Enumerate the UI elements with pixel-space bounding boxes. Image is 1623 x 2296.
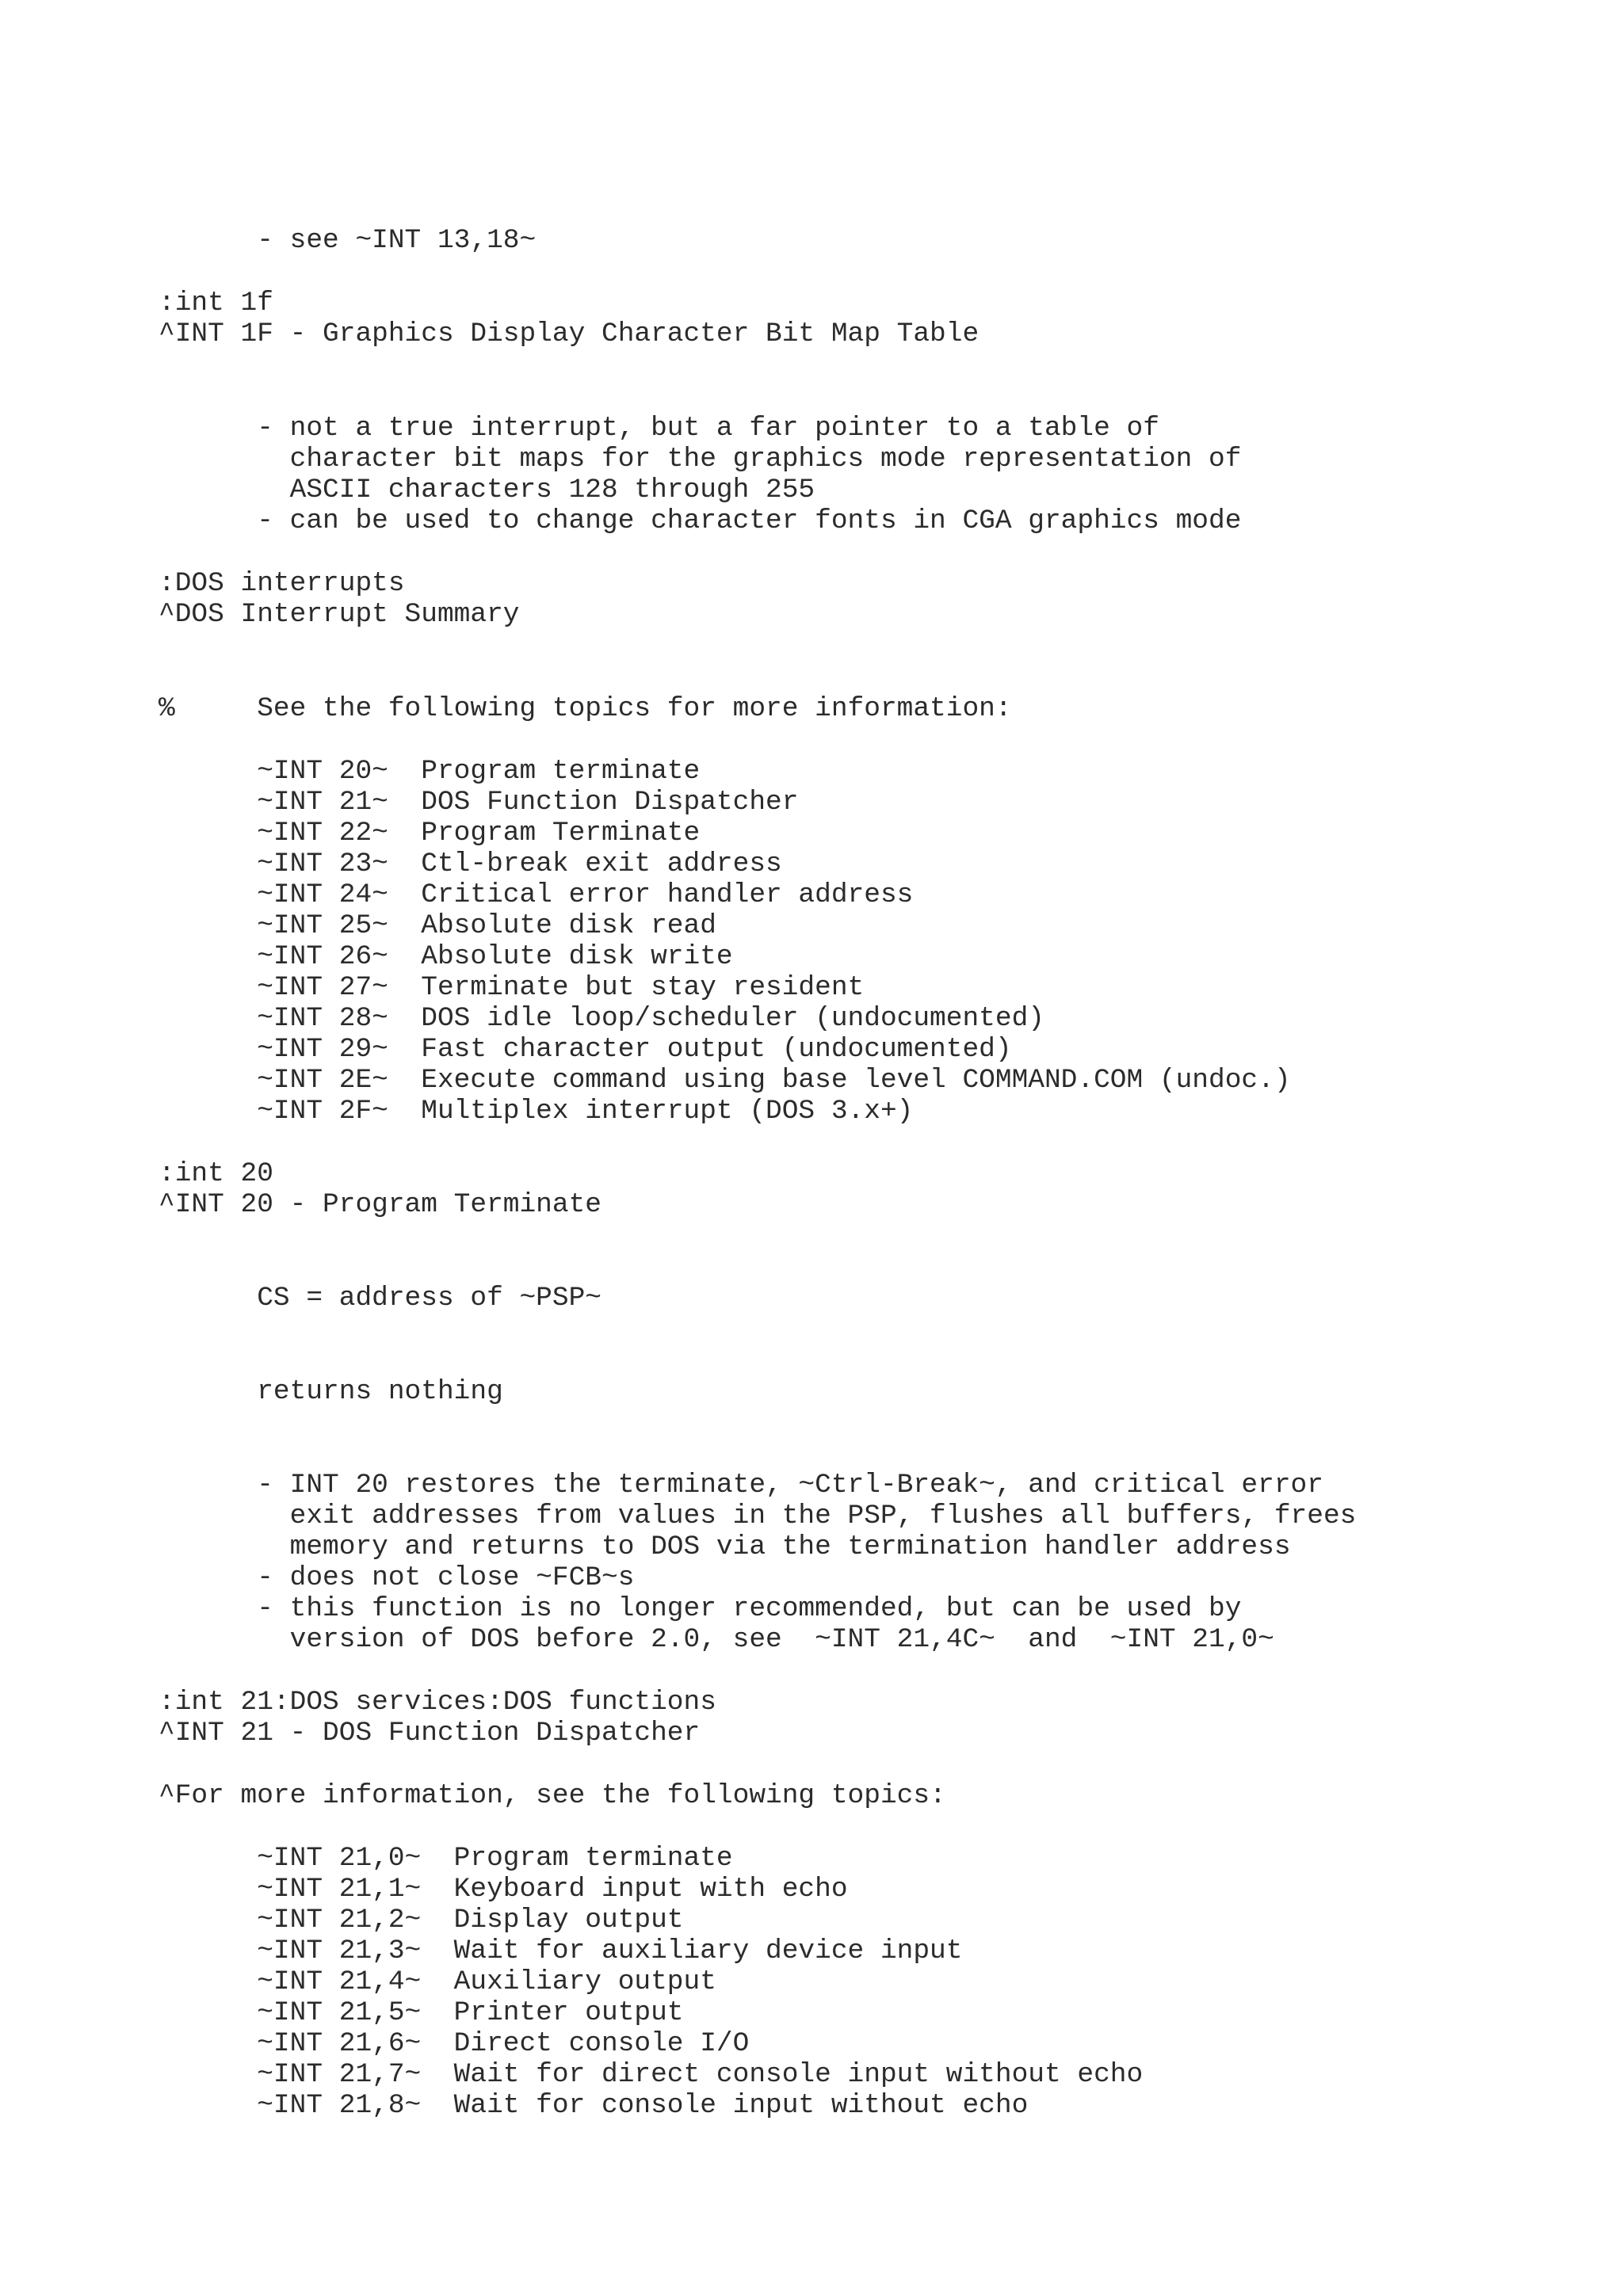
text-line: character bit maps for the graphics mode representation of bbox=[158, 444, 1242, 475]
list-item: ~INT 25~ Absolute disk read bbox=[158, 910, 716, 941]
text-line: - can be used to change character fonts in CGA graphics mode bbox=[158, 505, 1242, 536]
list-item: ~INT 20~ Program terminate bbox=[158, 756, 701, 787]
text-line: - see ~INT 13,18~ bbox=[158, 225, 537, 256]
list-item: ~INT 28~ DOS idle loop/scheduler (undocumented) bbox=[158, 1003, 1044, 1034]
topic-id-line: :DOS interrupts bbox=[158, 568, 405, 599]
text-line: - this function is no longer recommended, but can be used by bbox=[158, 1593, 1242, 1624]
list-item: ~INT 23~ Ctl-break exit address bbox=[158, 849, 782, 879]
list-item: ~INT 21,0~ Program terminate bbox=[158, 1843, 733, 1874]
list-item: ~INT 27~ Terminate but stay resident bbox=[158, 972, 865, 1003]
list-item: ~INT 21,1~ Keyboard input with echo bbox=[158, 1874, 848, 1905]
topic-id-line: :int 1f bbox=[158, 288, 273, 318]
text-line: version of DOS before 2.0, see ~INT 21,4C~ and ~INT 21,0~ bbox=[158, 1624, 1274, 1655]
list-item: ~INT 21,2~ Display output bbox=[158, 1905, 684, 1936]
text-line: - does not close ~FCB~s bbox=[158, 1562, 635, 1593]
topic-heading: ^DOS Interrupt Summary bbox=[158, 599, 520, 630]
text-line: - INT 20 restores the terminate, ~Ctrl-Break~, and critical error bbox=[158, 1470, 1323, 1501]
list-item: ~INT 21,8~ Wait for console input without echo bbox=[158, 2090, 1029, 2121]
text-line: returns nothing bbox=[158, 1376, 503, 1407]
list-item: ~INT 26~ Absolute disk write bbox=[158, 941, 733, 972]
list-item: ~INT 29~ Fast character output (undocumented) bbox=[158, 1034, 1012, 1065]
list-item: ~INT 2F~ Multiplex interrupt (DOS 3.x+) bbox=[158, 1096, 914, 1127]
topic-heading: ^INT 20 - Program Terminate bbox=[158, 1189, 601, 1220]
list-item: ~INT 2E~ Execute command using base level COMMAND.COM (undoc.) bbox=[158, 1065, 1291, 1096]
list-item: ~INT 21~ DOS Function Dispatcher bbox=[158, 787, 799, 818]
list-item: ~INT 21,4~ Auxiliary output bbox=[158, 1966, 716, 1997]
text-line: exit addresses from values in the PSP, flushes all buffers, frees bbox=[158, 1501, 1357, 1531]
list-item: ~INT 21,3~ Wait for auxiliary device input bbox=[158, 1936, 963, 1966]
topic-id-line: :int 20 bbox=[158, 1158, 273, 1189]
text-line: CS = address of ~PSP~ bbox=[158, 1283, 601, 1314]
list-item: ~INT 21,7~ Wait for direct console input without echo bbox=[158, 2059, 1144, 2090]
text-line: - not a true interrupt, but a far pointer to a table of bbox=[158, 413, 1159, 444]
list-item: ~INT 22~ Program Terminate bbox=[158, 818, 701, 849]
text-line: ^For more information, see the following topics: bbox=[158, 1780, 946, 1811]
text-line: memory and returns to DOS via the termination handler address bbox=[158, 1531, 1291, 1562]
topic-heading: ^INT 1F - Graphics Display Character Bit Map Table bbox=[158, 318, 980, 349]
text-line: ASCII characters 128 through 255 bbox=[158, 475, 815, 505]
list-item: ~INT 24~ Critical error handler address bbox=[158, 879, 914, 910]
topic-id-line: :int 21:DOS services:DOS functions bbox=[158, 1687, 716, 1718]
text-line: % See the following topics for more information: bbox=[158, 693, 1012, 724]
list-item: ~INT 21,5~ Printer output bbox=[158, 1997, 684, 2028]
list-item: ~INT 21,6~ Direct console I/O bbox=[158, 2028, 750, 2059]
topic-heading: ^INT 21 - DOS Function Dispatcher bbox=[158, 1718, 701, 1749]
